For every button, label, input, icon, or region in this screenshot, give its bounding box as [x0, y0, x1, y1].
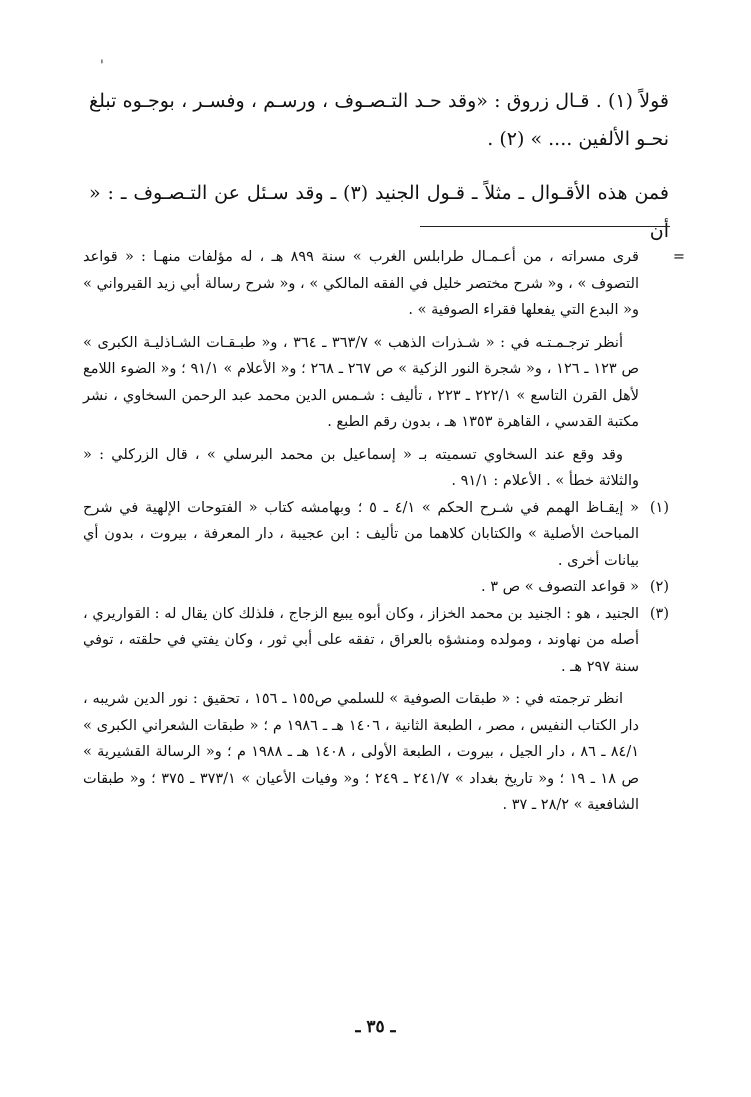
- top-mark: ': [100, 58, 104, 74]
- footnote-2-text: « قواعد التصوف » ص ٣ .: [481, 579, 639, 595]
- footnote-3-paragraph-2: انظر ترجمته في : « طبقات الصوفية » للسلمي ص١٥٥ ـ ١٥٦ ، تحقيق : نور الدين شريبه ، دار الكتاب النفيس ، مصر ، الطبعة الثانية ، ١٤٠٦ هـ ـ ١٩٨٦ م ؛ « طبقات الشعراني الكبرى » ٨٤/١ ـ ٨٦ ، دار الجيل ، بيروت ، الطبعة الأولى ، ١٤٠٨ هـ ـ ١٩٨٨ م ؛ و« الرسالة القشيرية » ص ١٨ ـ ١٩ ؛ و« تاريخ بغداد » ٢٤١/٧ ـ ٢٤٩ ؛ و« وفيات الأعيان » ٣٧٣/١ ـ ٣٧٥ ؛ و« طبقات الشافعية » ٢٨/٢ ـ ٣٧ .: [83, 691, 640, 813]
- footnote-1: [83, 495, 669, 575]
- continuation-mark: =: [672, 249, 685, 265]
- footnote-2: [83, 574, 669, 601]
- footnote-2-number: (٢): [649, 579, 669, 595]
- footnote-continued-paragraph-1: قرى مسراته ، من أعـمـال طرابلس الغرب » سنة ٨٩٩ هـ ، له مؤلفات منهـا : « قواعد التصوف » ، و« شرح مختصر خليل في الفقه المالكي » ، و« شرح رسالة أبي زيد القيرواني » و« البدع التي يفعلها فقراء الصوفية » .: [83, 249, 639, 318]
- footnote-continued-paragraph-2: أنظر ترجـمـتـه في : « شـذرات الذهب » ٣٦٣/٧ ـ ٣٦٤ ، و« طبـقـات الشـاذليـة الكبرى » ص ١٢٣ ـ ١٢٦ ، و« شجرة النور الزكية » ص ٢٦٧ ـ ٢٦٨ ؛ و« الأعلام » ٩١/١ ؛ و« الضوء اللامع لأهل القرن التاسع » ٢٢٢/١ ـ ٢٢٣ ، تأليف : شـمس الدين محمد عبد الرحمن السخاوي ، نشر مكتبة القدسي ، القاهرة ١٣٥٣ هـ ، بدون رقم الطبع .: [83, 334, 640, 430]
- footnote-continued-paragraph-3: وقد وقع عند السخاوي تسميته بـ « إسماعيل بن محمد البرسلي » ، قال الزركلي : « والثلاثة خطأ » . الأعلام : ٩١/١ .: [83, 446, 639, 489]
- main-text: [89, 82, 669, 250]
- footnote-1-text: « إيقـاظ الهمم في شـرح الحكم » ٤/١ ـ ٥ ؛ وبهامشه كتاب « الفتوحات الإلهية في شرح المباحث الأصلية » والكتابان كلاهما من تأليف : ابن عجيبة ، دار المعرفة ، بيروت ، بدون أي بيانات أخرى .: [83, 499, 640, 569]
- footnote-continued: [83, 244, 685, 495]
- footnotes: [83, 244, 685, 819]
- main-paragraph-1: قولاً (١) . قـال زروق : «وقد حـد التـصـوف ، ورسـم ، وفسـر ، بوجـوه تبلغ نحـو الألفين .... » (٢) .: [89, 90, 670, 150]
- footnote-1-number: (١): [649, 499, 669, 516]
- footnote-3-paragraph-1: الجنيد ، هو : الجنيد بن محمد الخزاز ، وكان أبوه يبيع الزجاج ، فلذلك كان يقال له : القواريري ، أصله من نهاوند ، ومولده ومنشؤه بالعراق ، تفقه على أبي ثور ، وكان يفتي في حلقته ، توفي سنة ٢٩٧ هـ .: [83, 605, 639, 675]
- footnote-3-number: (٣): [649, 605, 669, 622]
- page-number: ـ ٣٥ ـ: [355, 1017, 396, 1037]
- footnote-separator: [420, 226, 670, 227]
- main-paragraph-2: فمن هذه الأقـوال ـ مثلاً ـ قـول الجنيد (٣) ـ وقد سـئل عن التـصـوف ـ : « أن: [89, 182, 669, 242]
- footnote-3: [83, 601, 669, 819]
